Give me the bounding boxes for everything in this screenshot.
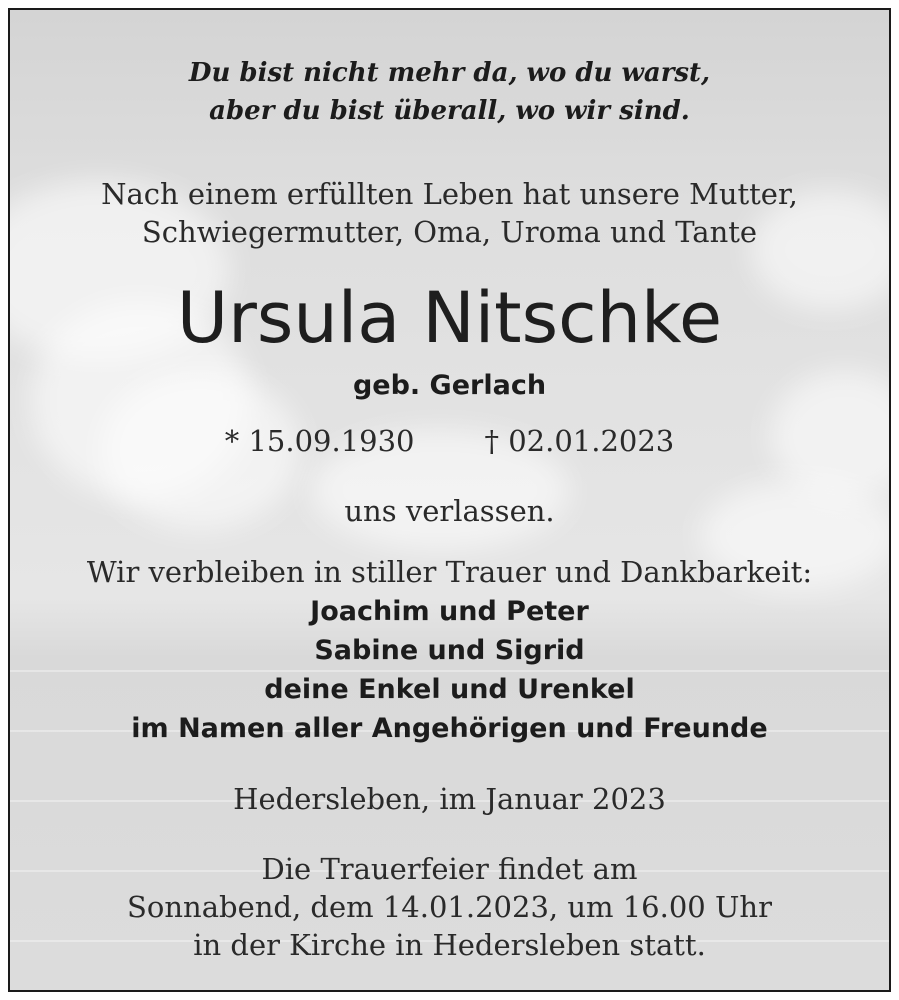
maiden-name: geb. Gerlach: [352, 370, 547, 401]
birth-date: * 15.09.1930: [224, 424, 415, 458]
deceased-name: Ursula Nitschke: [176, 277, 723, 359]
left-text: uns verlassen.: [344, 494, 555, 528]
intro-line-2: Schwiegermutter, Oma, Uroma und Tante: [141, 215, 758, 249]
life-dates: [10, 422, 889, 460]
intro-line-1: Nach einem erfüllten Leben hat unsere Mutter,: [101, 177, 798, 211]
funeral-line-1: Die Trauerfeier findet am: [261, 852, 638, 886]
mourner-name: Sabine und Sigrid: [314, 635, 585, 666]
place-date: Hedersleben, im Januar 2023: [233, 782, 666, 816]
motto-line-2: aber du bist überall, wo wir sind.: [209, 96, 690, 126]
mourner-name: Joachim und Peter: [310, 596, 589, 627]
funeral-line-2: Sonnabend, dem 14.01.2023, um 16.00 Uhr: [127, 890, 772, 924]
mourner-name: im Namen aller Angehörigen und Freunde: [131, 713, 768, 744]
death-date: † 02.01.2023: [484, 424, 675, 458]
funeral-line-3: in der Kirche in Hedersleben statt.: [193, 928, 706, 962]
mourner-name: deine Enkel und Urenkel: [264, 674, 635, 705]
motto-line-1: Du bist nicht mehr da, wo du warst,: [188, 58, 711, 88]
obituary-card: [8, 8, 891, 992]
mourners-intro: Wir verbleiben in stiller Trauer und Dankbarkeit:: [86, 555, 813, 589]
obituary-content: [10, 10, 889, 990]
